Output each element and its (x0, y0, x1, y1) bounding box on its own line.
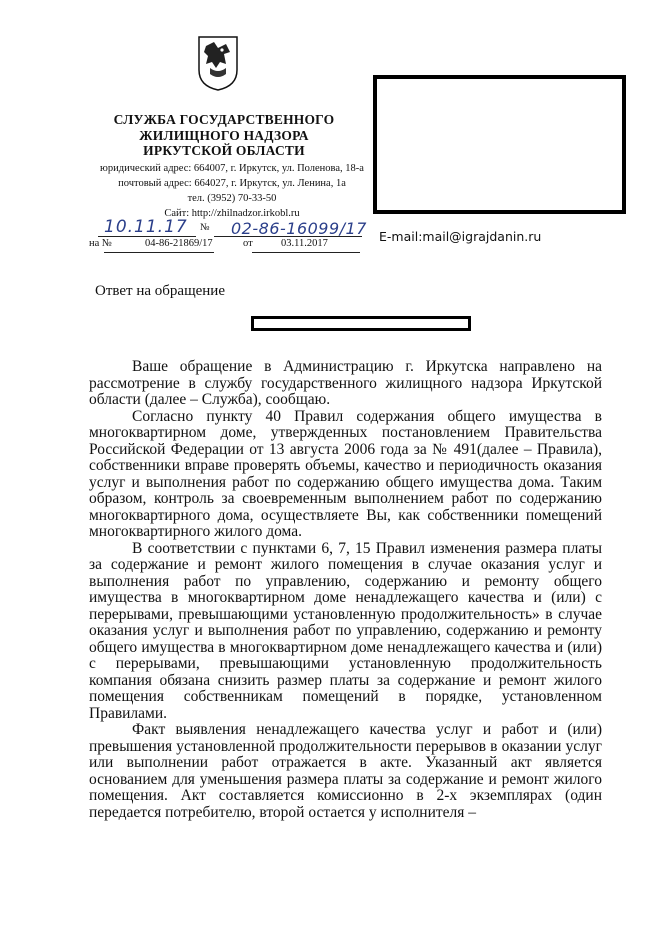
in-reply-label: на № (89, 238, 112, 249)
paragraph-2: Согласно пункту 40 Правил содержания общего имущества в многоквартирном доме, утвержденных постановлением Правительства Российской Федерации от 13 августа 2006 года за № 491(далее – Правила), собственники вправе проверять объемы, качество и периодичность оказания услуг и выполнения работ по содержанию общего имущества дома. Таким образом, контроль за своевременным выполнением работ по содержанию многоквартирного дома, осуществляете Вы, как собственники помещений многоквартирного жилого дома. (89, 407, 602, 540)
in-reply-date-underline (252, 252, 360, 253)
org-line-3: ИРКУТСКОЙ ОБЛАСТИ (143, 143, 305, 158)
paragraph-3: В соответствии с пунктами 6, 7, 15 Правил изменения размера платы за содержание и ремонт жилого помещения в случае оказания услуг и выполнения работ по управлению, содержанию и ремонту общего имущества в многоквартирном доме ненадлежащего качества и (или) с перерывами, превышающими установленную продолжительность» в случае оказания услуг и выполнения работ по управлению, содержанию и ремонту общего имущества в многоквартирном доме ненадлежащего качества и (или) с перерывами, превышающими установленную продолжительность компания обязана снизить размер платы за содержание и ремонт жилого помещения собственникам помещений в порядке, установленном Правилами. (89, 539, 602, 722)
address-block (92, 161, 372, 221)
in-reply-number: 04-86-21869/17 (145, 238, 213, 249)
org-line-1: СЛУЖБА ГОСУДАРСТВЕННОГО (113, 112, 335, 127)
org-line-2: ЖИЛИЩНОГО НАДЗОРА (139, 127, 309, 143)
redacted-recipient-block (373, 75, 626, 214)
paragraph-1: Ваше обращение в Администрацию г. Иркутска направлено на рассмотрение в службу государственного жилищного надзора Иркутской области (далее – Служба), сообщаю. (89, 358, 602, 408)
letter-body (89, 359, 602, 821)
legal-address: юридический адрес: 664007, г. Иркутск, ул. Поленова, 18-а (100, 163, 364, 174)
in-reply-ot-label: от (243, 238, 253, 249)
organization-name (100, 112, 348, 159)
postal-address: почтовый адрес: 664027, г. Иркутск, ул. Ленина, 1а (118, 178, 346, 189)
paragraph-4: Факт выявления ненадлежащего качества услуг и работ и (или) превышения установленной продолжительности перерывов в оказании услуг или выполнении работ отражается в акте. Указанный акт является основанием для уменьшения размера платы за содержание и ремонт жилого помещения. Акт составляется комиссионно в 2-х экземплярах (один передается потребителю, второй остается у исполнителя – (89, 721, 602, 821)
outgoing-date: 10.11.17 (104, 217, 188, 237)
number-sign: № (200, 222, 210, 233)
subject-line: Ответ на обращение (95, 283, 225, 299)
in-reply-number-underline (104, 252, 214, 253)
number-underline (214, 236, 362, 237)
in-reply-date: 03.11.2017 (281, 238, 328, 249)
date-underline (98, 236, 196, 237)
redacted-addressee-name (251, 316, 471, 331)
phone: тел. (3952) 70-33-50 (187, 193, 277, 204)
website: Сайт: http://zhilnadzor.irkobl.ru (164, 208, 300, 219)
recipient-email: E-mail:mail@igrajdanin.ru (379, 229, 542, 244)
coat-of-arms-emblem (196, 34, 240, 92)
outgoing-number: 02-86-16099/17 (231, 219, 367, 238)
